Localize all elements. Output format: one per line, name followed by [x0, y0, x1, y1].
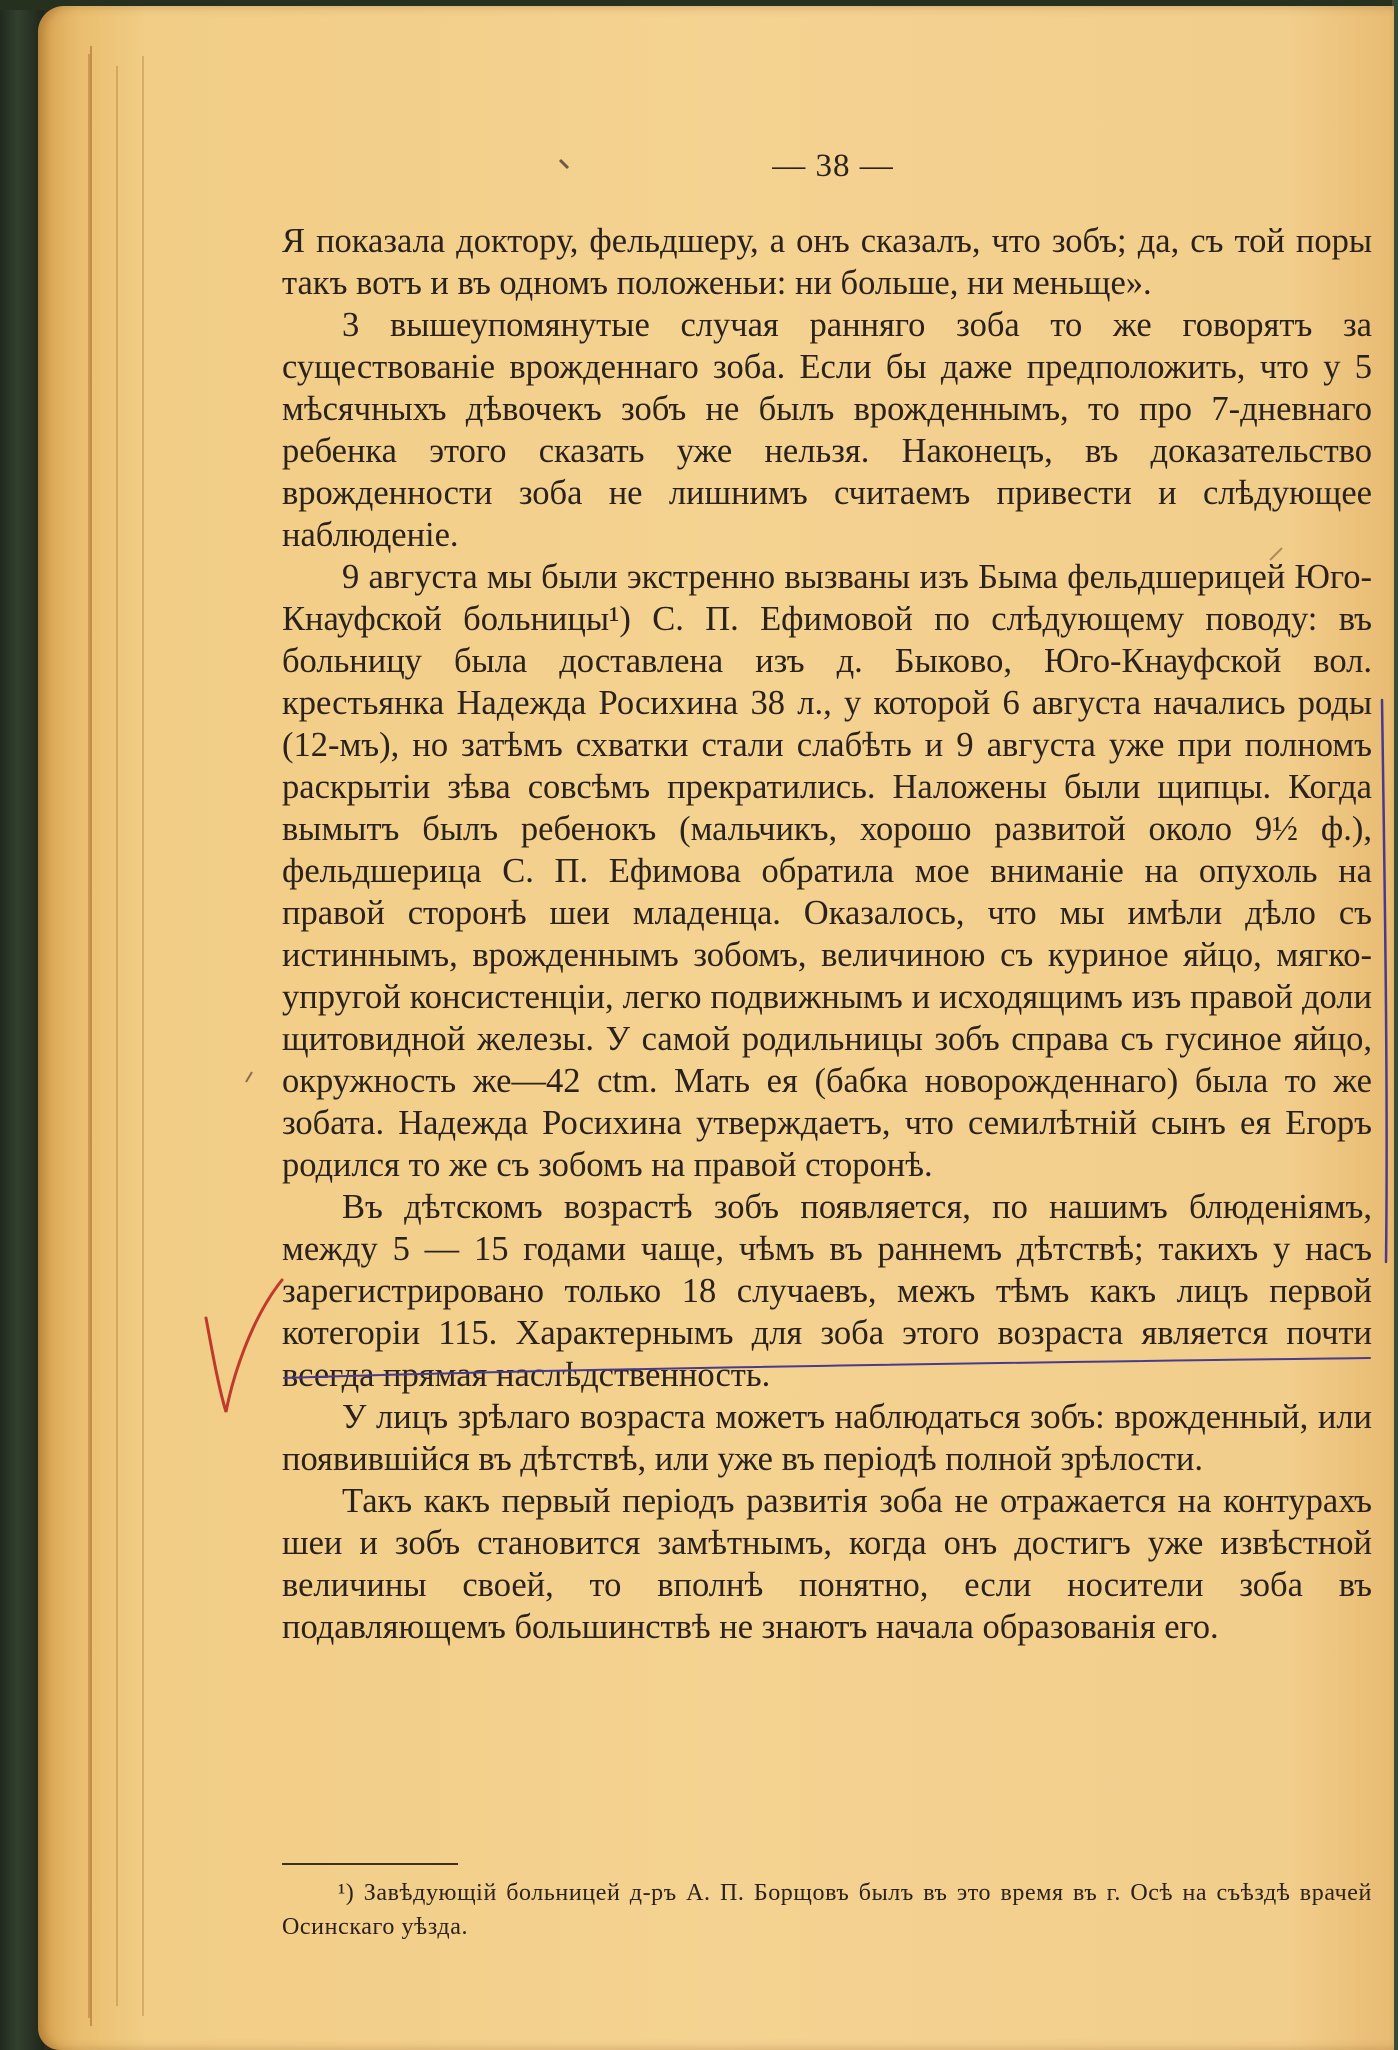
paragraph-5: У лицъ зрѣлаго возраста можетъ наблюдаться зобъ: врожденный, или появившійся въ дѣтствѣ, или уже въ періодѣ полной зрѣлости.	[282, 1398, 1372, 1478]
paragraph-3: 9 августа мы были экстренно вызваны изъ Быма фельдшерицей Юго-Кнауфской больницы¹) С. П. Ефимовой по слѣдующему поводу: въ больницу была доставлена изъ д. Быково, Юго-Кнауфской вол. крестьянка Надежда Росихина 38 л., у которой 6 августа начались роды (12-мъ), но затѣмъ схватки стали слабѣть и 9 августа уже при полномъ раскрытіи зѣва совсѣмъ прекратились. Наложены были щипцы. Когда вымытъ былъ ребенокъ (мальчикъ, хорошо развитой около 9½ ф.), фельдшерица С. П. Ефимова обратила мое вниманіе на опухоль на правой сторонѣ шеи младенца. Оказалось, что мы имѣли дѣло съ истиннымъ, врожденнымъ зобомъ, величиною съ куриное яйцо, мягко-упругой консистенціи, легко подвижнымъ и исходящимъ изъ правой доли щитовидной железы. У самой родильницы зобъ справа съ гусиное яйцо, окружность же—42 ctm. Мать ея (бабка новорожденнаго) была то же зобата. Надежда Росихина утверждаетъ, что семилѣтній сынъ ея Егоръ родился то же съ зобомъ на правой сторонѣ.	[282, 558, 1372, 1184]
paragraph-1: Я показала доктору, фельдшеру, а онъ сказалъ, что зобъ; да, съ той поры такъ вотъ и въ одномъ положеньи: ни больше, ни меньще».	[282, 222, 1372, 302]
page-stack-line	[116, 66, 118, 2006]
footnote: ¹) Завѣдующій больницей д-ръ А. П. Борщовъ былъ въ это время въ г. Осѣ на съѣздѣ врачей Осинскаго уѣзда.	[282, 1880, 1372, 1940]
body-text	[282, 220, 1372, 1648]
paragraph-2: 3 вышеупомянутые случая ранняго зоба то же говорятъ за существованіе врожденнаго зоба. Если бы даже предположить, что у 5 мѣсячныхъ дѣвочекъ зобъ не былъ врожденнымъ, то про 7-дневнаго ребенка этого сказать уже нельзя. Наконецъ, въ доказательство врожденности зоба не лишнимъ считаемъ привести и слѣдующее наблюденіе.	[282, 306, 1372, 554]
paragraph-6: Такъ какъ первый періодъ развитія зоба не отражается на контурахъ шеи и зобъ становится замѣтнымъ, когда онъ достигъ уже извѣстной величины своей, то вполнѣ понятно, если носители зоба въ подавляющемъ большинствѣ не знаютъ начала образованія его.	[282, 1482, 1372, 1646]
paragraph-4: Въ дѣтскомъ возрастѣ зобъ появляется, по нашимъ блюденіямъ, между 5 — 15 годами чаще, чѣмъ въ раннемъ дѣтствѣ; такихъ у насъ зарегистрировано только 18 случаевъ, межъ тѣмъ какъ лицъ первой котегоріи 115. Характернымъ для зоба этого возраста является почти всегда прямая наслѣдственность.	[282, 1188, 1372, 1394]
page-number: — 38 —	[772, 148, 894, 184]
footnote-rule	[282, 1863, 458, 1865]
